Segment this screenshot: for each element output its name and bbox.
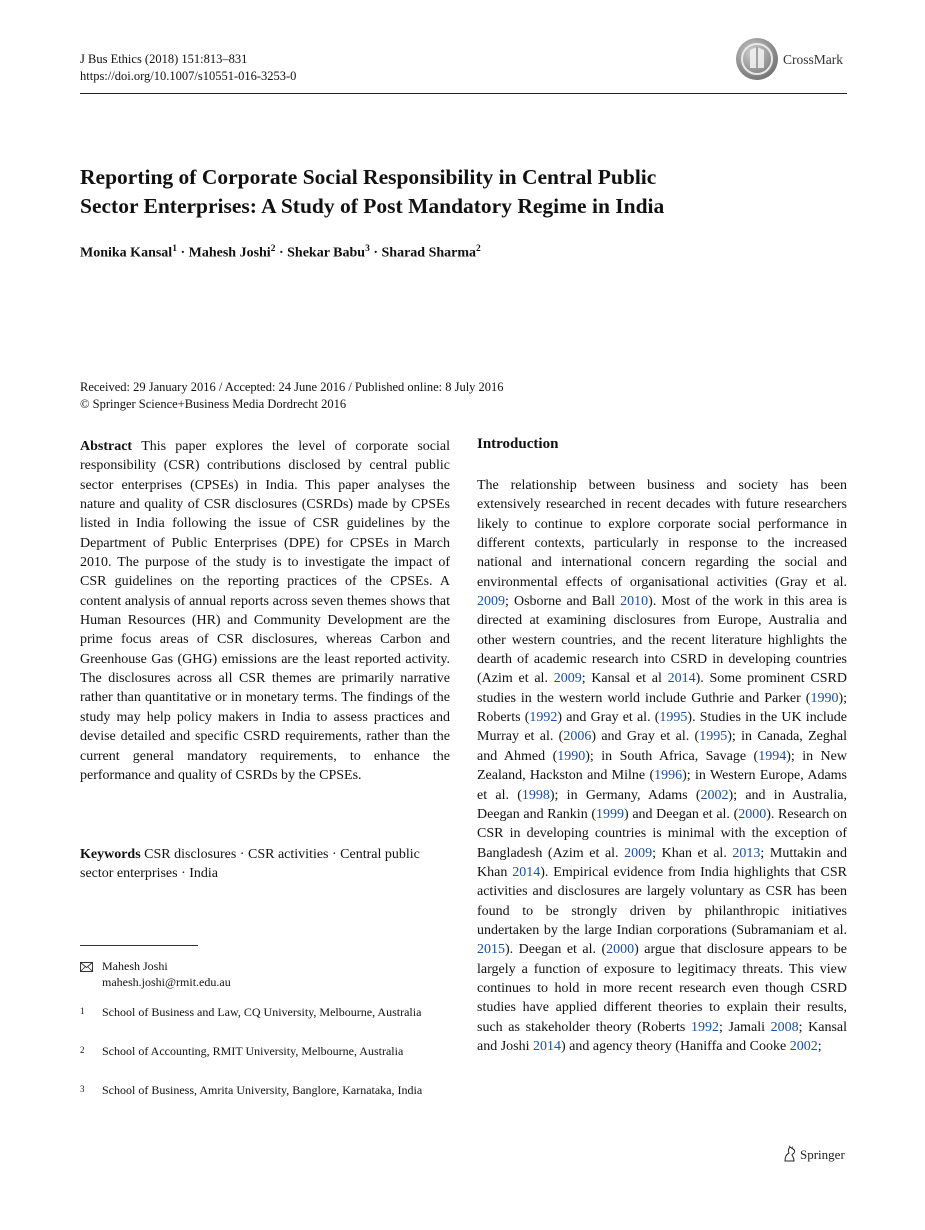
citation-link[interactable]: 2014 xyxy=(533,1038,561,1054)
citation-link[interactable]: 2009 xyxy=(553,671,582,687)
body-text: ); and in Australia, Deegan and Rankin ( xyxy=(477,787,847,822)
affiliation-text: School of Business, Amrita University, Banglore, Karnataka, India xyxy=(102,1083,423,1097)
citation-link[interactable]: 1998 xyxy=(521,787,550,803)
body-text: ; Kansal and Joshi xyxy=(477,1019,848,1054)
springer-label: Springer xyxy=(800,1147,845,1162)
publication-dates xyxy=(80,379,504,413)
body-text: ) argue that disclosure appears to be largely a function of exposure to legitimacy threats. This view continues to hold in more recent research even though CSRD studies have applied different theories to explain their results, such as stakeholder theory (Roberts xyxy=(477,942,847,1035)
citation-link[interactable]: 2010 xyxy=(620,594,649,610)
author-affiliation-mark: 3 xyxy=(365,244,370,254)
affiliation-footnote xyxy=(80,1083,452,1115)
copyright-line: © Springer Science+Business Media Dordrecht 2016 xyxy=(80,397,347,411)
author-list xyxy=(80,244,481,262)
citation-link[interactable]: 2014 xyxy=(667,671,696,687)
citation-link[interactable]: 1992 xyxy=(529,710,558,726)
citation-link[interactable]: 2009 xyxy=(624,845,653,861)
body-text: ; xyxy=(817,1038,822,1054)
affiliation-footnote xyxy=(80,1044,452,1076)
body-text: ); in Western Europe, Adams et al. ( xyxy=(477,768,847,803)
citation-link[interactable]: 1990 xyxy=(810,690,839,706)
springer-horse-icon xyxy=(782,1145,798,1168)
body-text: ). Studies in the UK include Murray et al. ( xyxy=(477,710,848,745)
citation-link[interactable]: 2002 xyxy=(700,787,729,803)
journal-citation: J Bus Ethics (2018) 151:813–831 xyxy=(80,52,248,66)
body-text: ); Roberts ( xyxy=(477,690,847,726)
doi-link[interactable]: https://doi.org/10.1007/s10551-016-3253-0 xyxy=(80,69,297,83)
journal-header xyxy=(80,51,296,85)
body-text: ). Most of the work in this area is directed at examining disclosures from Europe, Australia and other western countries, and the recent literature highlights the dearth of academic research into CSRD in developing countries (Azim et al. xyxy=(477,594,848,687)
author-name[interactable]: Shekar Babu xyxy=(287,245,366,261)
footnote-rule xyxy=(80,945,198,946)
abstract-label: Abstract xyxy=(80,439,133,454)
affiliation-number: 1 xyxy=(80,1006,85,1016)
citation-link[interactable]: 2002 xyxy=(789,1038,818,1054)
body-text: The relationship between business and society has been extensively researched in recent decades with future researchers likely to continue to explore corporate social performance in different contexts, particularly in response to the increased national and international concern regarding the social and environmental effects of organisational activities (Gray et al. xyxy=(477,478,847,590)
body-text: ); in New Zealand, Hackston and Milne ( xyxy=(477,748,847,784)
affiliation-text: School of Accounting, RMIT University, Melbourne, Australia xyxy=(102,1044,404,1058)
author-affiliation-mark: 2 xyxy=(476,244,481,254)
abstract xyxy=(80,437,450,785)
body-text: ; Kansal et al xyxy=(581,671,668,687)
citation-link[interactable]: 1995 xyxy=(699,729,728,745)
keywords xyxy=(80,845,450,884)
citation-link[interactable]: 2009 xyxy=(477,594,505,610)
author-affiliation-mark: 2 xyxy=(270,244,276,254)
keywords-text: CSR disclosures · CSR activities · Central public sector enterprises · India xyxy=(80,847,420,882)
author-name[interactable]: Sharad Sharma xyxy=(381,245,477,261)
title-line-1: Reporting of Corporate Social Responsibility in Central Public xyxy=(80,165,657,189)
body-text: ); in Canada, Zeghal and Ahmed ( xyxy=(477,729,847,764)
body-text: ) and Gray et al. ( xyxy=(591,729,700,745)
keywords-label: Keywords xyxy=(80,847,141,862)
body-text: ). Empirical evidence from India highlights that CSR activities and disclosures are largely voluntary as CSR has been found to be strongly driven by philanthropic initiatives undertaken by the large Indian corporations (Subramaniam et al. xyxy=(477,864,847,938)
body-text: ) and Gray et al. ( xyxy=(557,710,660,726)
citation-link[interactable]: 1990 xyxy=(557,748,586,764)
body-text: ) and agency theory (Haniffa and Cooke xyxy=(561,1038,790,1054)
title-line-2: Sector Enterprises: A Study of Post Mandatory Regime in India xyxy=(80,194,665,218)
contact-email[interactable]: mahesh.joshi@rmit.edu.au xyxy=(102,974,231,989)
crossmark-icon xyxy=(736,38,778,80)
citation-link[interactable]: 2015 xyxy=(477,942,505,958)
history-line: Received: 29 January 2016 / Accepted: 24 June 2016 / Published online: 8 July 2016 xyxy=(80,380,504,394)
citation-link[interactable]: 2000 xyxy=(606,942,635,958)
article-title xyxy=(80,163,840,221)
citation-link[interactable]: 1992 xyxy=(690,1019,719,1035)
body-text: ; Osborne and Ball xyxy=(505,594,621,610)
citation-link[interactable]: 2000 xyxy=(738,806,767,822)
citation-link[interactable]: 2014 xyxy=(512,864,541,880)
citation-link[interactable]: 2006 xyxy=(563,729,592,745)
citation-link[interactable]: 2008 xyxy=(770,1019,799,1035)
body-text: ); in South Africa, Savage ( xyxy=(585,748,759,764)
crossmark-label: CrossMark xyxy=(783,52,843,67)
crossmark-badge[interactable] xyxy=(736,38,846,82)
author-name[interactable]: Monika Kansal xyxy=(80,245,173,261)
author-affiliation-mark: 1 xyxy=(172,244,177,254)
header-rule xyxy=(80,93,847,94)
introduction-heading: Introduction xyxy=(477,436,559,452)
author-separator: · xyxy=(369,245,382,261)
author-name[interactable]: Mahesh Joshi xyxy=(188,245,271,261)
author-separator: · xyxy=(275,245,288,261)
affiliation-footnote xyxy=(80,1005,452,1037)
body-text: ; Khan et al. xyxy=(652,845,733,861)
body-text: ). Research on CSR in developing countries is minimal with the exception of Bangladesh (Azim et al. xyxy=(477,806,848,861)
abstract-text: This paper explores the level of corporate social responsibility (CSR) contributions disclosed by central public sector enterprises (CPSEs) in India. This paper analyses the nature and quality of CSR disclosures (CSRDs) made by CPSEs listed in India following the issue of CSR guidelines by the Department of Public Enterprises (DPE) for CPSEs in March 2010. The purpose of the study is to investigate the impact of CSR guidelines on the reporting practices of the CPSEs. A content analysis of annual reports across seven themes shows that Human Resources (HR) and Community Development are the prime focus areas of CSR disclosures, whereas Carbon and Greenhouse Gas (GHG) emissions are the least reported activity. The disclosures across all CSR themes are primarily narrative rather than quantitative or in monetary terms. The findings of the study may help policy makers in India to assess practices and devise detailed and specific CSRD requirements, rather than the current general mandatory requirements, to enhance the performance and quality of CSRDs by the CPSEs. xyxy=(80,439,450,783)
body-text: ; Muttakin and Khan xyxy=(477,845,848,880)
affiliation-number: 2 xyxy=(80,1045,85,1055)
envelope-icon xyxy=(80,959,93,977)
author-separator: · xyxy=(176,245,189,261)
introduction-body xyxy=(477,476,847,1056)
body-text: ) and Deegan et al. ( xyxy=(624,806,739,822)
body-text: ). Some prominent CSRD studies in the western world include Guthrie and Parker ( xyxy=(477,671,847,706)
body-text: ). Deegan et al. ( xyxy=(505,942,607,958)
citation-link[interactable]: 1999 xyxy=(596,806,625,822)
contact-name: Mahesh Joshi xyxy=(102,959,168,973)
citation-link[interactable]: 1996 xyxy=(654,768,683,784)
body-text: ; Jamali xyxy=(718,1019,771,1035)
citation-link[interactable]: 1995 xyxy=(659,710,688,726)
citation-link[interactable]: 1994 xyxy=(758,748,787,764)
citation-link[interactable]: 2013 xyxy=(732,845,761,861)
springer-logo xyxy=(782,1145,852,1165)
affiliation-text: School of Business and Law, CQ University, Melbourne, Australia xyxy=(102,1005,422,1019)
body-text: ); in Germany, Adams ( xyxy=(549,787,701,803)
contact-footnote xyxy=(80,959,452,991)
affiliation-number: 3 xyxy=(80,1084,85,1094)
